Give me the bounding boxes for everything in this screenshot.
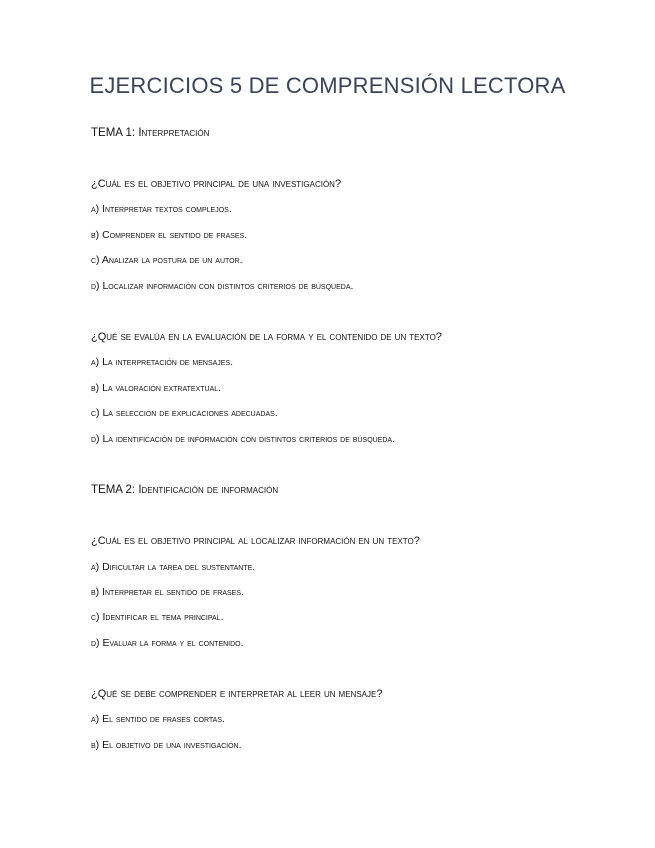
answer-option: c) La selección de explicaciones adecuadas. <box>91 407 278 419</box>
topic-tag: TEMA 2: <box>91 484 136 496</box>
answer-option: a) Dificultar la tarea del sustentante. <box>91 561 256 573</box>
question-text: ¿Cuál es el objetivo principal de una investigación? <box>91 178 342 190</box>
topic-name: Interpretación <box>138 127 210 139</box>
question-text: ¿Qué se evalúa en la evaluación de la forma y el contenido de un texto? <box>91 331 442 343</box>
answer-option: d) La identificación de información con distintos criterios de búsqueda. <box>91 433 396 445</box>
document-title: EJERCICIOS 5 DE COMPRENSIÓN LECTORA <box>89 73 566 98</box>
answer-option: b) El objetivo de una investigación. <box>91 739 242 751</box>
answer-option: b) Comprender el sentido de frases. <box>91 229 248 241</box>
answer-option: d) Evaluar la forma y el contenido. <box>91 637 244 649</box>
question-text: ¿Qué se debe comprender e interpretar al leer un mensaje? <box>91 688 383 700</box>
answer-option: b) La valoración extratextual. <box>91 382 222 394</box>
answer-option: c) Identificar el tema principal. <box>91 611 224 623</box>
question-text: ¿Cuál es el objetivo principal al localizar información en un texto? <box>91 535 420 547</box>
answer-option: b) Interpretar el sentido de frases. <box>91 586 244 598</box>
topic-heading <box>91 127 209 139</box>
answer-option: d) Localizar información con distintos criterios de búsqueda. <box>91 280 354 292</box>
answer-option: a) La interpretación de mensajes. <box>91 356 234 368</box>
topic-tag: TEMA 1: <box>91 127 136 139</box>
answer-option: a) El sentido de frases cortas. <box>91 713 225 725</box>
answer-option: a) Interpretar textos complejos. <box>91 203 232 215</box>
topic-heading <box>91 484 278 496</box>
topic-name: Identificación de información <box>138 484 279 496</box>
answer-option: c) Analizar la postura de un autor. <box>91 254 243 266</box>
